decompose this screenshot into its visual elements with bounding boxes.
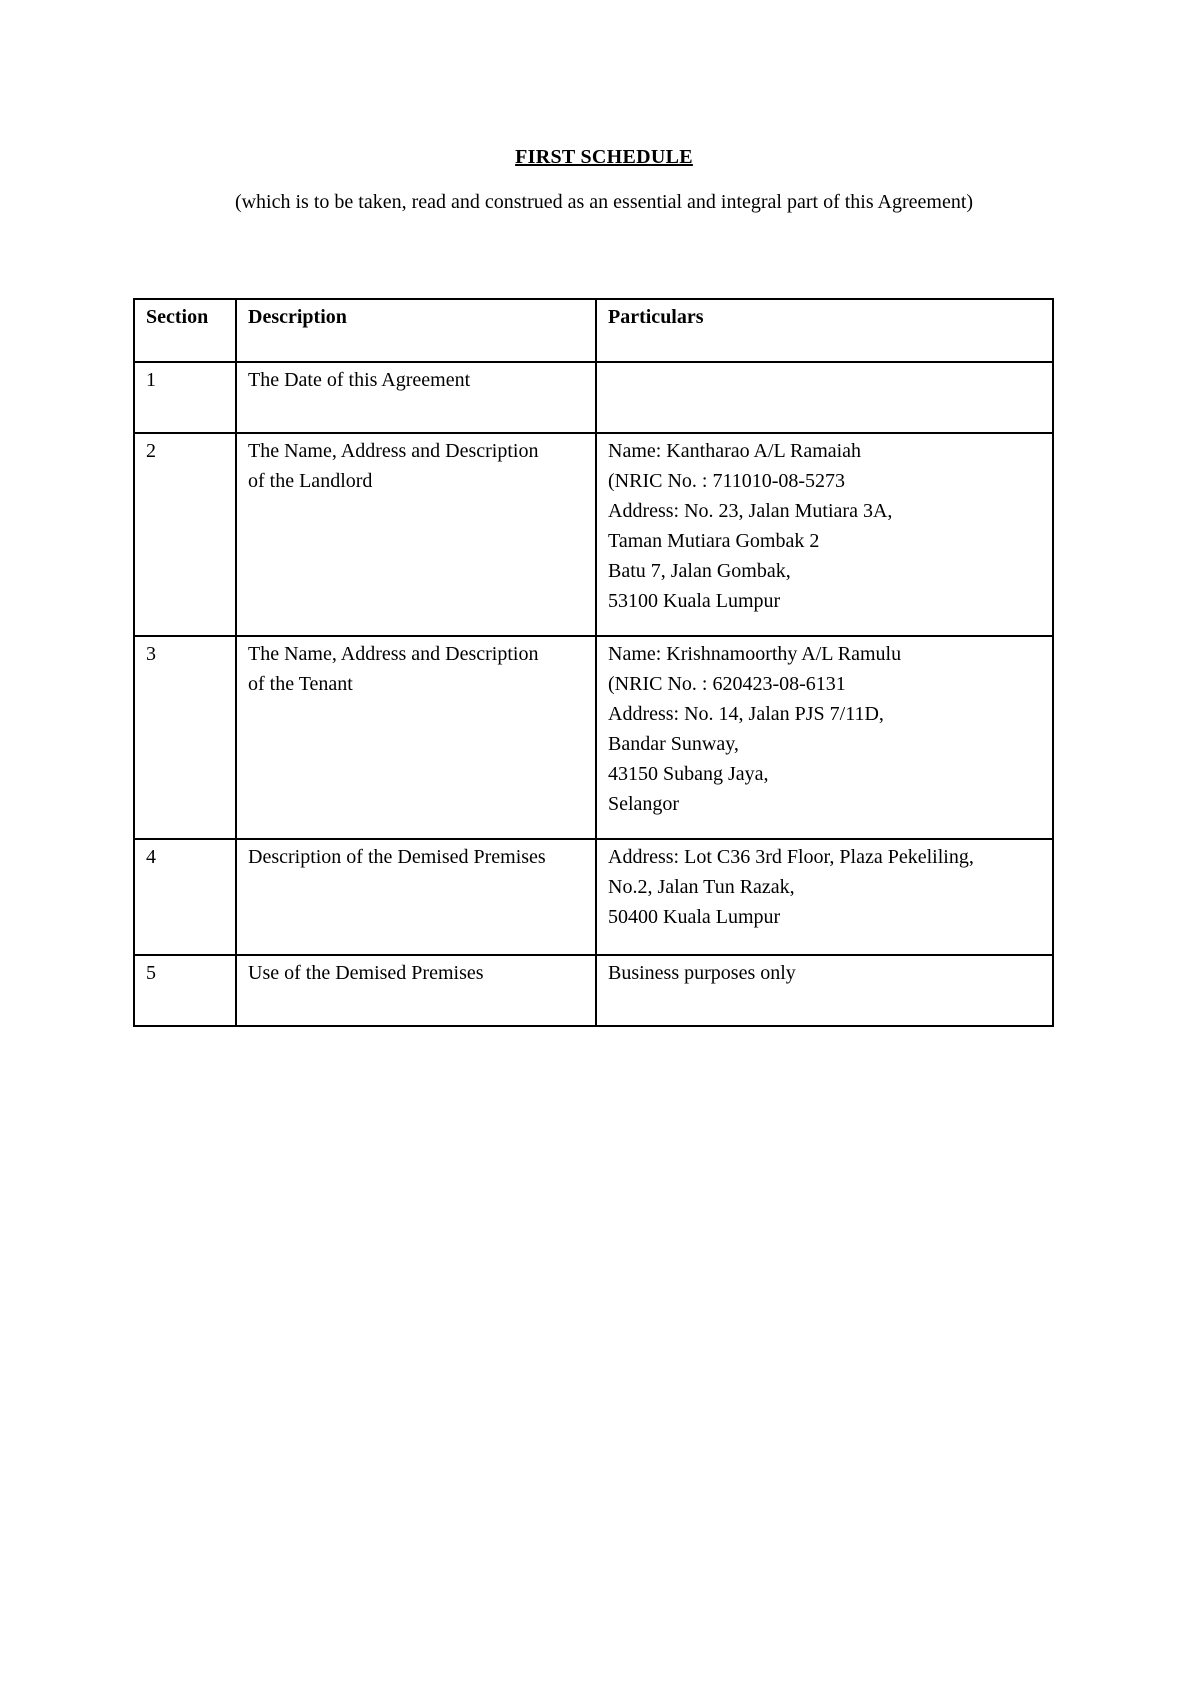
description-line: of the Tenant <box>248 673 353 695</box>
particulars-line: (NRIC No. : 711010-08-5273 <box>608 470 846 492</box>
particulars-line: Name: Kantharao A/L Ramaiah <box>608 440 862 462</box>
table-row <box>134 636 1053 839</box>
schedule-subtitle: (which is to be taken, read and construed as an essential and integral part of this Agreement) <box>234 191 974 213</box>
description-line: Use of the Demised Premises <box>248 962 484 984</box>
table-row <box>134 955 1053 1026</box>
particulars-line: (NRIC No. : 620423-08-6131 <box>608 673 846 695</box>
table-row <box>134 362 1053 433</box>
table-header-row <box>134 299 1053 362</box>
row-section-number: 2 <box>134 433 236 636</box>
row-section-number: 5 <box>134 955 236 1026</box>
row-section-number: 1 <box>134 362 236 433</box>
schedule-title: FIRST SCHEDULE <box>515 146 693 168</box>
row-section-number: 3 <box>134 636 236 839</box>
row-description <box>236 955 596 1026</box>
row-description <box>236 636 596 839</box>
header-description: Description <box>236 299 596 362</box>
particulars-line: Selangor <box>608 793 680 815</box>
particulars-line: 43150 Subang Jaya, <box>608 763 769 785</box>
particulars-line: Taman Mutiara Gombak 2 <box>608 530 820 552</box>
table-row <box>134 433 1053 636</box>
row-particulars <box>596 433 1053 636</box>
row-description <box>236 433 596 636</box>
row-section-number: 4 <box>134 839 236 955</box>
particulars-line: Business purposes only <box>608 962 796 984</box>
particulars-line: Address: Lot C36 3rd Floor, Plaza Pekeliling, <box>608 846 974 868</box>
particulars-line: Name: Krishnamoorthy A/L Ramulu <box>608 643 902 665</box>
description-line: The Date of this Agreement <box>248 369 471 391</box>
description-line: Description of the Demised Premises <box>248 846 546 868</box>
particulars-line: No.2, Jalan Tun Razak, <box>608 876 795 898</box>
row-description <box>236 839 596 955</box>
particulars-line: 50400 Kuala Lumpur <box>608 906 781 928</box>
header-particulars: Particulars <box>596 299 1053 362</box>
particulars-line: 53100 Kuala Lumpur <box>608 590 781 612</box>
schedule-table <box>133 298 1054 1027</box>
particulars-line: Bandar Sunway, <box>608 733 739 755</box>
row-particulars <box>596 362 1053 433</box>
description-line: The Name, Address and Description <box>248 643 539 665</box>
particulars-line: Address: No. 14, Jalan PJS 7/11D, <box>608 703 884 725</box>
particulars-line: Batu 7, Jalan Gombak, <box>608 560 791 582</box>
description-line: The Name, Address and Description <box>248 440 539 462</box>
row-description <box>236 362 596 433</box>
table-row <box>134 839 1053 955</box>
header-section: Section <box>134 299 236 362</box>
row-particulars <box>596 839 1053 955</box>
description-line: of the Landlord <box>248 470 373 492</box>
particulars-line: Address: No. 23, Jalan Mutiara 3A, <box>608 500 893 522</box>
row-particulars <box>596 955 1053 1026</box>
row-particulars <box>596 636 1053 839</box>
